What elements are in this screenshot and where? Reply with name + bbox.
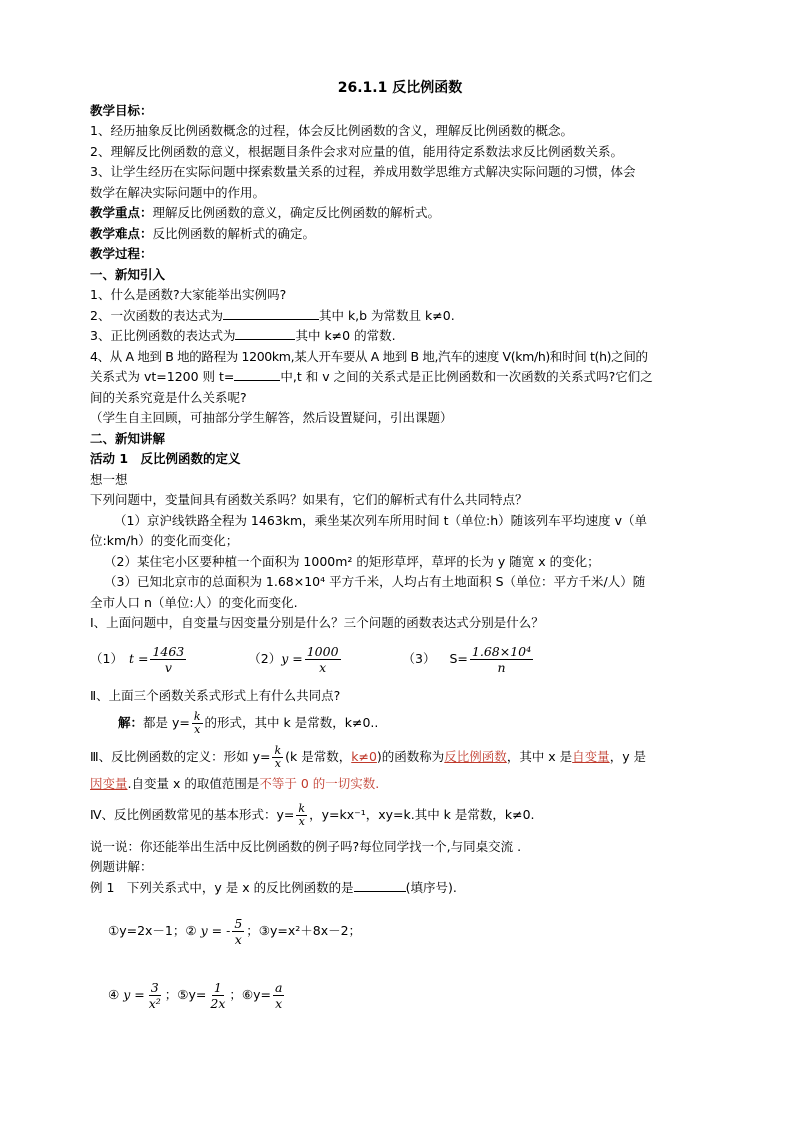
- document-page: [90, 78, 710, 1024]
- answer-highlight: k≠0: [351, 748, 377, 764]
- question-2: 2、一次函数的表达式为 其中 k,b 为常数且 k≠0.: [90, 307, 455, 323]
- answer-highlight: 因变量: [90, 776, 128, 791]
- objective-2: 2、理解反比例函数的意义，根据题目条件会求对应量的值，能用待定系数法求反比例函数关系。: [90, 143, 623, 159]
- problem-1-cont: 位:km/h）的变化而变化；: [90, 533, 239, 548]
- definition-line: Ⅲ、反比例函数的定义：形如 y= $\frac{k}{x}$ (k 是常数， k≠0 )的函数称为 反比例函数 ，其中 x 是 自变量 ，y 是: [90, 743, 647, 770]
- answer-blank[interactable]: [234, 368, 280, 381]
- fraction: $\frac{k}{x}$: [274, 743, 282, 770]
- fraction: $\frac{k}{x}$: [193, 709, 201, 736]
- section2-heading: 二、新知讲解: [90, 430, 166, 446]
- answer-blank[interactable]: [223, 307, 319, 320]
- fraction: $\frac{3}{\text{x²}}$: [148, 979, 161, 1011]
- difficulty: 教学难点：反比例函数的解析式的确定。: [90, 225, 316, 241]
- objective-3: 3、让学生经历在实际问题中探索数量关系的过程，养成用数学思维方式解决实际问题的习惯，体会: [90, 164, 636, 179]
- fraction: $\frac{1}{2x}$: [210, 979, 226, 1011]
- problem-2: （2）某住宅小区要种植一个面积为 1000m² 的矩形草坪，草坪的长为 y 随宽 x 的变化；: [104, 553, 600, 569]
- answer-highlight: 不等于 0 的一切实数.: [259, 776, 380, 791]
- think-question: 下列问题中，变量间具有函数关系吗？如果有，它们的解析式有什么共同特点？: [90, 492, 528, 507]
- objectives-heading: 教学目标：: [90, 102, 153, 118]
- objective-1: 1、经历抽象反比例函数概念的过程，体会反比例函数的含义，理解反比例函数的概念。: [90, 123, 573, 138]
- example-heading: 例题讲解：: [90, 859, 153, 874]
- section1-heading: 一、新知引入: [90, 266, 166, 282]
- teacher-note: （学生自主回顾，可抽部分学生解答，然后设置疑问，引出课题）: [90, 410, 453, 425]
- roman-i-question: Ⅰ、上面问题中，自变量与因变量分别是什么？三个问题的函数表达式分别是什么？: [90, 615, 544, 630]
- definition-line-cont: 因变量.自变量 x 的取值范围是不等于 0 的一切实数.: [90, 776, 380, 791]
- process-heading: 教学过程：: [90, 246, 153, 261]
- formula-row: （1） t = $\frac{1463}{v}$ （2） y = $\frac{1000}{x}$ （3） S= $\frac{\text{1.68×10⁴}}{n}$: [90, 644, 532, 675]
- question-4-cont: 关系式为 vt=1200 则 t= 中,t 和 v 之间的关系式是正比例函数和一次函数的关系式吗?它们之: [90, 369, 653, 384]
- example-1: 例 1 下列关系式中，y 是 x 的反比例函数的是 (填序号).: [90, 879, 457, 895]
- answer-blank[interactable]: [235, 327, 295, 340]
- think-label: 想一想: [90, 471, 128, 487]
- activity-heading: 活动 1 反比例函数的定义: [90, 451, 241, 466]
- question-4: 4、从 A 地到 B 地的路程为 1200km,某人开车要从 A 地到 B 地,汽车的速度 V(km/h)和时间 t(h)之间的: [90, 348, 648, 364]
- fraction: $\frac{k}{x}$: [298, 802, 306, 828]
- fraction: $\frac{\text{1.68×10⁴}}{n}$: [471, 644, 532, 675]
- answer-highlight: 自变量: [572, 748, 610, 764]
- fraction: $\frac{1463}{v}$: [152, 644, 185, 675]
- answer-highlight: 反比例函数: [444, 748, 507, 764]
- answer-line: 解： 都是 y= $\frac{k}{x}$ 的形式，其中 k 是常数，k≠0..: [118, 709, 379, 736]
- say-prompt: 说一说：你还能举出生活中反比例函数的例子吗?每位同学找一个,与同桌交流 .: [90, 838, 522, 854]
- fraction: $\frac{5}{x}$: [234, 915, 243, 947]
- objective-3-cont: 数学在解决实际问题中的作用。: [90, 184, 266, 200]
- fraction: $\frac{a}{x}$: [274, 979, 283, 1011]
- options-row-1: ①y=2x－1；② y = - $\frac{5}{x}$ ；③y=x²＋8x－2；: [108, 915, 362, 947]
- answer-blank[interactable]: [354, 879, 406, 892]
- fraction: $\frac{1000}{x}$: [306, 644, 339, 675]
- question-4-cont2: 间的关系究竟是什么关系呢?: [90, 389, 247, 405]
- page-title: 26.1.1 反比例函数: [337, 80, 463, 96]
- key-point: 教学重点：理解反比例函数的意义，确定反比例函数的解析式。: [90, 205, 441, 220]
- problem-3-cont: 全市人口 n（单位:人）的变化而变化.: [90, 594, 298, 610]
- question-3: 3、正比例函数的表达式为 其中 k≠0 的常数.: [90, 328, 396, 343]
- options-row-2: ④ y = $\frac{3}{\text{x²}}$ ；⑤y= $\frac{1}{2x}$ ；⑥y= $\frac{a}{x}$: [108, 979, 283, 1011]
- basic-forms-line: Ⅳ、反比例函数常见的基本形式：y= $\frac{k}{x}$ ，y=kx⁻¹，xy=k.其中 k 是常数，k≠0.: [90, 802, 535, 828]
- problem-1: （1）京沪线铁路全程为 1463km，乘坐某次列车所用时间 t（单位:h）随该列车平均速度 v（单: [114, 512, 648, 528]
- problem-3: （3）已知北京市的总面积为 1.68×10⁴ 平方千米，人均占有土地面积 S（单位：平方千米/人）随: [104, 574, 646, 589]
- question-1: 1、什么是函数?大家能举出实例吗?: [90, 287, 287, 302]
- roman-ii-question: Ⅱ、上面三个函数关系式形式上有什么共同点?: [90, 687, 341, 703]
